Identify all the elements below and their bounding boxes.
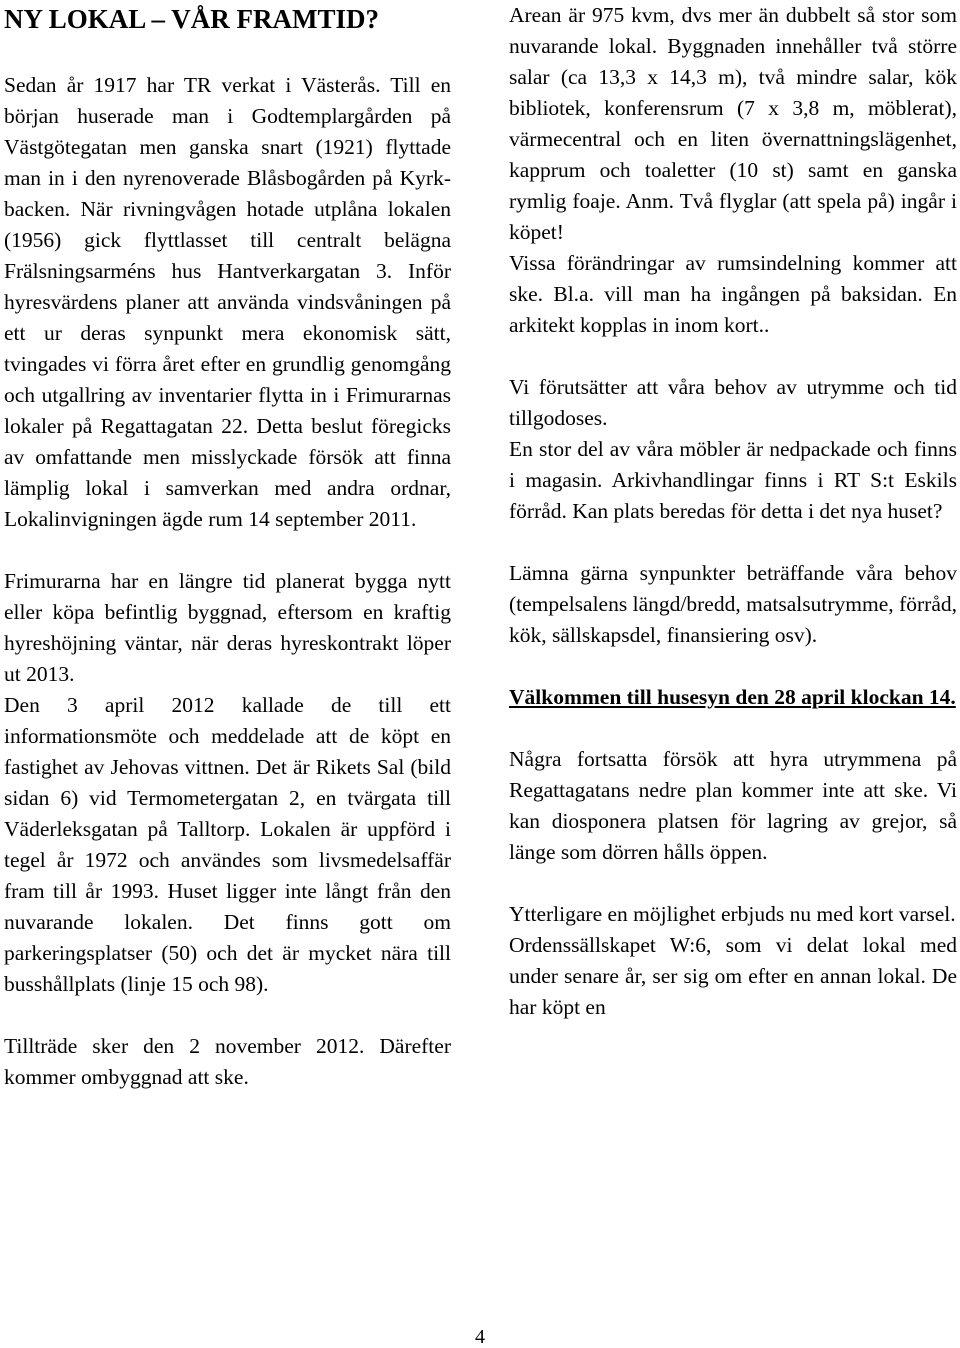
history-paragraph: Sedan år 1917 har TR verkat i Västerås. Till en början huserade man i Godtemplargården på Västgötegatan men ganska snart (1921) flyttade man in i den nyrenoverade Blåsbogården på Kyrkbacken. När rivningvågen hotade utplåna lokalen (1956) gick flyttlasset till centralt belägna Frälsningsarméns hus Hantverkargatan 3. Inför hyresvärdens planer att använda vindsvåningen på ett ur deras synpunkt mera ekonomisk sätt, tvingades vi förra året efter en grundlig genomgång och utgallring av inventarier flytta in i Frimurarnas lokaler på Regattagatan 22. Detta beslut föregicks av omfattande men misslyckade försök att finna lämplig lokal i samverkan med andra ordnar, Lokalinvigningen ägde rum 14 september 2011. [4, 73, 451, 531]
needs-paragraph: Vi förutsätter att våra behov av utrymme och tid tillgodoses. [509, 375, 957, 430]
viewing-announcement: Välkommen till husesyn den 28 april klockan 14. [509, 685, 956, 709]
feedback-paragraph: Lämna gärna synpunkter beträffande våra behov (tempelsalens längd/bredd, matsalsutrymme, förråd, kök, sällskapsdel, finansiering osv). [509, 561, 957, 647]
right-column [509, 0, 957, 1023]
regattagatan-paragraph: Några fortsatta försök att hyra utrymmena på Regattagatans nedre plan kommer inte att ske. Vi kan diosponera platsen för lagring av grejor, så länge som dörren hålls öppen. [509, 747, 957, 864]
purchase-paragraph: Den 3 april 2012 kallade de till ett informationsmöte och meddelade att de köpt en fastighet av Jehovas vittnen. Det är Rikets Sal (bild sidan 6) vid Termometergatan 2, en tvärgata till Väderleksgatan på Talltorp. Lokalen är uppförd i tegel år 1972 och användes som livsmedelsaffär fram till år 1993. Huset ligger inte långt från den nuvarande lokalen. Det finns gott om parkeringsplatser (50) och det är mycket nära till busshållplats (linje 15 och 98). [4, 693, 451, 996]
article-title: NY LOKAL – VÅR FRAMTID? [4, 4, 380, 34]
freemasons-paragraph: Frimurarna har en längre tid planerat bygga nytt eller köpa befintlig byggnad, eftersom en kraftig hyreshöjning väntar, när deras hyreskontrakt löper ut 2013. [4, 569, 451, 686]
opportunity-paragraph: Ytterligare en möjlighet erbjuds nu med kort varsel. [509, 902, 956, 926]
building-description-paragraph: Arean är 975 kvm, dvs mer än dubbelt så stor som nuvarande lokal. Byggnaden innehåller två större salar (ca 13,3 x 14,3 m), två mindre salar, kök bibliotek, konferensrum (7 x 3,8 m, möblerat), värmecentral och en liten övernattningslägenhet, kapprum och toaletter (10 st) samt en ganska rymlig foaje. Anm. Två flyglar (att spela på) ingår i köpet! [509, 3, 957, 244]
order-society-paragraph: Ordenssällskapet W:6, som vi delat lokal med under senare år, ser sig om efter en annan lokal. De har köpt en [509, 933, 957, 1019]
changes-paragraph: Vissa förändringar av rumsindelning kommer att ske. Bl.a. vill man ha ingången på baksidan. En arkitekt kopplas in inom kort.. [509, 251, 957, 337]
furniture-paragraph: En stor del av våra möbler är nedpackade och finns i magasin. Arkivhandlingar finns i RT S:t Eskils förråd. Kan plats beredas för detta i det nya huset? [509, 437, 957, 523]
access-paragraph: Tillträde sker den 2 november 2012. Därefter kommer ombyggnad att ske. [4, 1034, 451, 1089]
left-column [4, 0, 451, 1093]
page-number: 4 [475, 1326, 485, 1348]
